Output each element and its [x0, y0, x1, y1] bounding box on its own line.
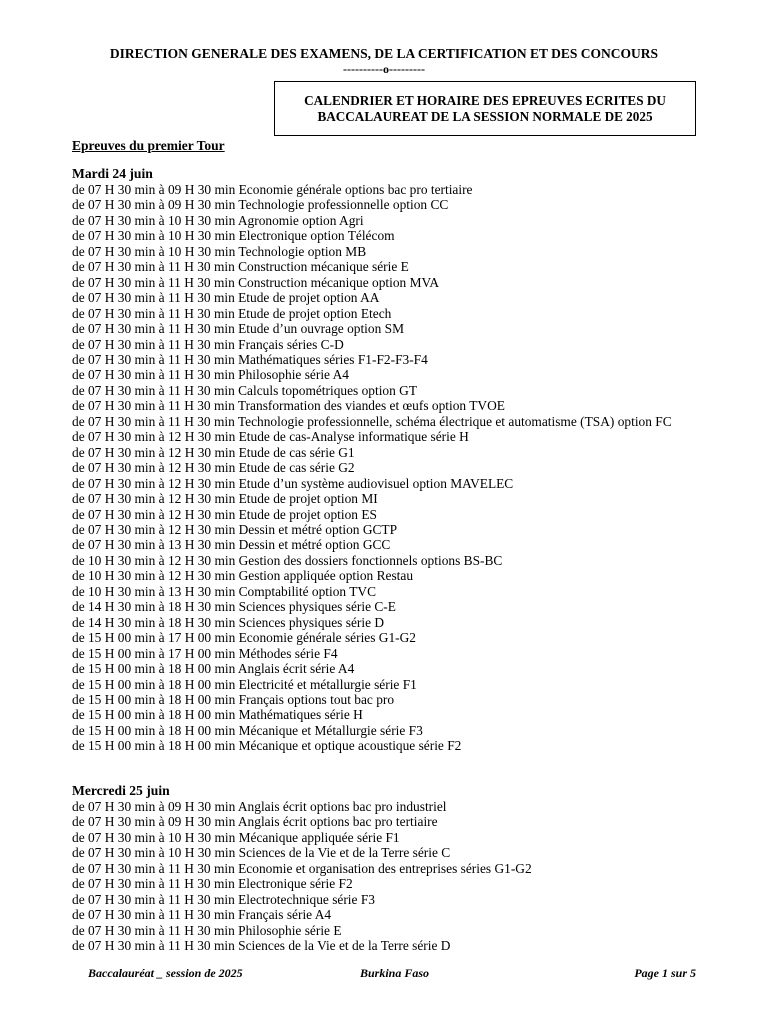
exam-entry: de 07 H 30 min à 11 H 30 min Sciences de la Vie et de la Terre série D — [72, 938, 451, 954]
exam-entry: de 07 H 30 min à 11 H 30 min Technologie professionnelle, schéma électrique et automatisme (TSA) option FC — [72, 413, 672, 429]
exam-entry: de 07 H 30 min à 09 H 30 min Technologie professionnelle option CC — [72, 197, 449, 213]
exam-entry: de 07 H 30 min à 12 H 30 min Dessin et métré option GCTP — [72, 521, 398, 537]
exam-entry: de 07 H 30 min à 11 H 30 min Etude d’un ouvrage option SM — [72, 321, 404, 337]
day-schedule-mardi — [72, 165, 696, 754]
exam-entry: de 15 H 00 min à 17 H 00 min Méthodes série F4 — [72, 645, 338, 661]
exam-entry: de 07 H 30 min à 12 H 30 min Etude de cas série G1 — [72, 444, 355, 460]
exam-entry: de 14 H 30 min à 18 H 30 min Sciences physiques série C-E — [72, 599, 396, 615]
exam-entry: de 10 H 30 min à 13 H 30 min Comptabilité option TVC — [72, 583, 377, 599]
exam-entry: de 10 H 30 min à 12 H 30 min Gestion des dossiers fonctionnels options BS-BC — [72, 552, 503, 568]
exam-entry: de 07 H 30 min à 10 H 30 min Electronique option Télécom — [72, 228, 395, 244]
exam-entry: de 15 H 00 min à 18 H 00 min Mathématiques série H — [72, 707, 363, 723]
exam-entry: de 07 H 30 min à 11 H 30 min Construction mécanique option MVA — [72, 274, 440, 290]
header-separator: ----------o--------- — [343, 62, 425, 76]
exam-entry: de 07 H 30 min à 11 H 30 min Calculs topométriques option GT — [72, 382, 418, 398]
exam-entry: de 07 H 30 min à 11 H 30 min Français série A4 — [72, 907, 332, 923]
exam-entry: de 14 H 30 min à 18 H 30 min Sciences physiques série D — [72, 614, 385, 630]
exam-entry: de 15 H 00 min à 18 H 00 min Français options tout bac pro — [72, 691, 395, 707]
footer-country: Burkina Faso — [360, 966, 430, 980]
exam-entry: de 07 H 30 min à 11 H 30 min Economie et organisation des entreprises séries G1-G2 — [72, 860, 532, 876]
document-title-box — [274, 81, 696, 136]
exam-entry: de 07 H 30 min à 11 H 30 min Construction mécanique série E — [72, 259, 409, 275]
exam-entry: de 07 H 30 min à 11 H 30 min Electrotechnique série F3 — [72, 891, 375, 907]
day-schedule-mercredi — [72, 782, 696, 954]
exam-entry: de 07 H 30 min à 12 H 30 min Etude de projet option MI — [72, 491, 378, 507]
day-title: Mardi 24 juin — [72, 166, 153, 181]
exam-entry: de 07 H 30 min à 12 H 30 min Etude de cas série G2 — [72, 460, 355, 476]
exam-entry-list — [72, 799, 696, 954]
footer-page-number: Page 1 sur 5 — [634, 966, 696, 980]
exam-entry: de 15 H 00 min à 18 H 00 min Mécanique et optique acoustique série F2 — [72, 738, 462, 754]
exam-entry: de 07 H 30 min à 10 H 30 min Sciences de la Vie et de la Terre série C — [72, 845, 451, 861]
exam-entry: de 15 H 00 min à 17 H 00 min Economie générale séries G1-G2 — [72, 630, 416, 646]
exam-entry: de 07 H 30 min à 11 H 30 min Etude de projet option AA — [72, 290, 380, 306]
document-title-line-2: BACCALAUREAT DE LA SESSION NORMALE DE 2025 — [317, 108, 653, 124]
exam-entry: de 07 H 30 min à 12 H 30 min Etude de projet option ES — [72, 506, 377, 522]
section-title: Epreuves du premier Tour — [72, 138, 225, 153]
exam-entry: de 07 H 30 min à 11 H 30 min Français séries C-D — [72, 336, 344, 352]
exam-entry: de 07 H 30 min à 13 H 30 min Dessin et métré option GCC — [72, 537, 391, 553]
exam-entry: de 07 H 30 min à 12 H 30 min Etude d’un système audiovisuel option MAVELEC — [72, 475, 514, 491]
exam-entry: de 07 H 30 min à 11 H 30 min Etude de projet option Etech — [72, 305, 392, 321]
organization-header: DIRECTION GENERALE DES EXAMENS, DE LA CERTIFICATION ET DES CONCOURS — [109, 46, 659, 61]
exam-entry: de 07 H 30 min à 10 H 30 min Technologie option MB — [72, 243, 367, 259]
exam-entry: de 07 H 30 min à 09 H 30 min Economie générale options bac pro tertiaire — [72, 182, 473, 197]
exam-entry: de 07 H 30 min à 11 H 30 min Philosophie série E — [72, 922, 342, 938]
exam-entry: de 07 H 30 min à 11 H 30 min Mathématiques séries F1-F2-F3-F4 — [72, 351, 428, 367]
exam-entry: de 15 H 00 min à 18 H 00 min Anglais écrit série A4 — [72, 661, 355, 677]
exam-entry: de 15 H 00 min à 18 H 00 min Mécanique et Métallurgie série F3 — [72, 722, 423, 738]
exam-entry: de 07 H 30 min à 11 H 30 min Electronique série F2 — [72, 876, 353, 892]
exam-entry: de 07 H 30 min à 12 H 30 min Etude de cas-Analyse informatique série H — [72, 429, 469, 445]
exam-entry: de 07 H 30 min à 11 H 30 min Transformation des viandes et œufs option TVOE — [72, 398, 505, 414]
document-title-line-1: CALENDRIER ET HORAIRE DES EPREUVES ECRITES DU — [304, 92, 666, 108]
exam-entry: de 15 H 00 min à 18 H 00 min Electricité et métallurgie série F1 — [72, 676, 417, 692]
exam-entry-list — [72, 182, 696, 754]
day-title: Mercredi 25 juin — [72, 783, 170, 798]
exam-entry: de 07 H 30 min à 10 H 30 min Agronomie option Agri — [72, 212, 364, 228]
exam-entry: de 07 H 30 min à 09 H 30 min Anglais écrit options bac pro industriel — [72, 799, 447, 814]
exam-entry: de 10 H 30 min à 12 H 30 min Gestion appliquée option Restau — [72, 568, 414, 584]
exam-entry: de 07 H 30 min à 10 H 30 min Mécanique appliquée série F1 — [72, 829, 400, 845]
exam-entry: de 07 H 30 min à 11 H 30 min Philosophie série A4 — [72, 367, 349, 383]
footer-session: Baccalauréat _ session de 2025 — [88, 966, 243, 980]
exam-entry: de 07 H 30 min à 09 H 30 min Anglais écrit options bac pro tertiaire — [72, 814, 438, 830]
